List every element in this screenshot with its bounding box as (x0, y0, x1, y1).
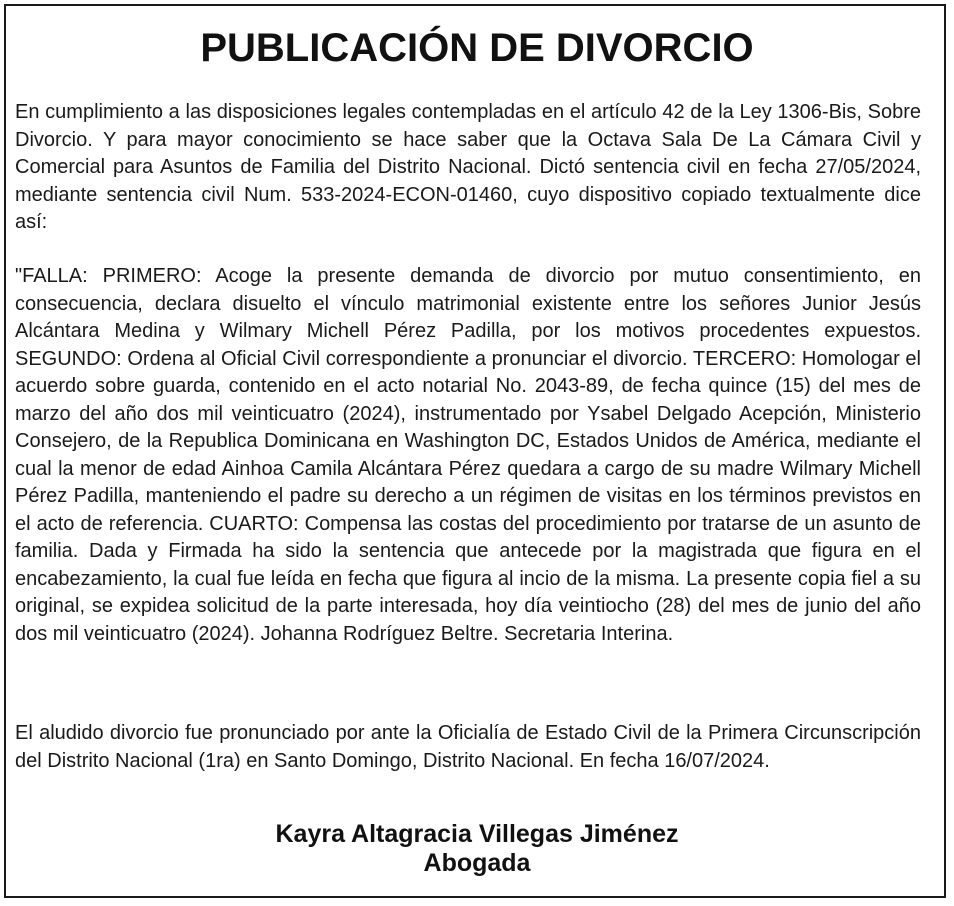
page-title: PUBLICACIÓN DE DIVORCIO (200, 26, 754, 70)
intro-paragraph: En cumplimiento a las disposiciones legales contempladas en el artículo 42 de la Ley 1306-Bis, Sobre Divorcio. Y para mayor conocimiento se hace saber que la Octava Sala De La Cámara Civil y Comercial para Asuntos de Familia del Distrito Nacional. Dictó sentencia civil en fecha 27/05/2024, mediante sentencia civil Num. 533-2024-ECON-01460, cuyo dispositivo copiado textualmente dice así: (15, 101, 921, 233)
signature-role: Abogada (423, 849, 531, 877)
closing-paragraph: El aludido divorcio fue pronunciado por ante la Oficialía de Estado Civil de la Primera Circunscripción del Distrito Nacional (1ra) en Santo Domingo, Distrito Nacional. En fecha 16/07/2024. (15, 722, 921, 772)
ruling-paragraph: "FALLA: PRIMERO: Acoge la presente demanda de divorcio por mutuo consentimiento, en consecuencia, declara disuelto el vínculo matrimonial existente entre los señores Junior Jesús Alcántara Medina y Wilmary Michell Pérez Padilla, por los motivos procedentes expuestos. SEGUNDO: Ordena al Oficial Civil correspondiente a pronunciar el divorcio. TERCERO: Homologar el acuerdo sobre guarda, contenido en el acto notarial No. 2043-89, de fecha quince (15) del mes de marzo del año dos mil veinticuatro (2024), instrumentado por Ysabel Delgado Acepción, Ministerio Consejero, de la Republica Dominicana en Washington DC, Estados Unidos de América, mediante el cual la menor de edad Ainhoa Camila Alcántara Pérez quedara a cargo de su madre Wilmary Michell Pérez Padilla, manteniendo el padre su derecho a un régimen de visitas en los términos previstos en el acto de referencia. CUARTO: Compensa las costas del procedimiento por tratarse de un asunto de familia. Dada y Firmada ha sido la sentencia que antecede por la magistrada que figura en el encabezamiento, la cual fue leída en fecha que figura al incio de la misma. La presente copia fiel a su original, se expidea solicitud de la parte interesada, hoy día veintiocho (28) del mes de junio del año dos mil veinticuatro (2024). Johanna Rodríguez Beltre. Secretaria Interina. (15, 265, 921, 645)
signature-name: Kayra Altagracia Villegas Jiménez (275, 820, 679, 848)
